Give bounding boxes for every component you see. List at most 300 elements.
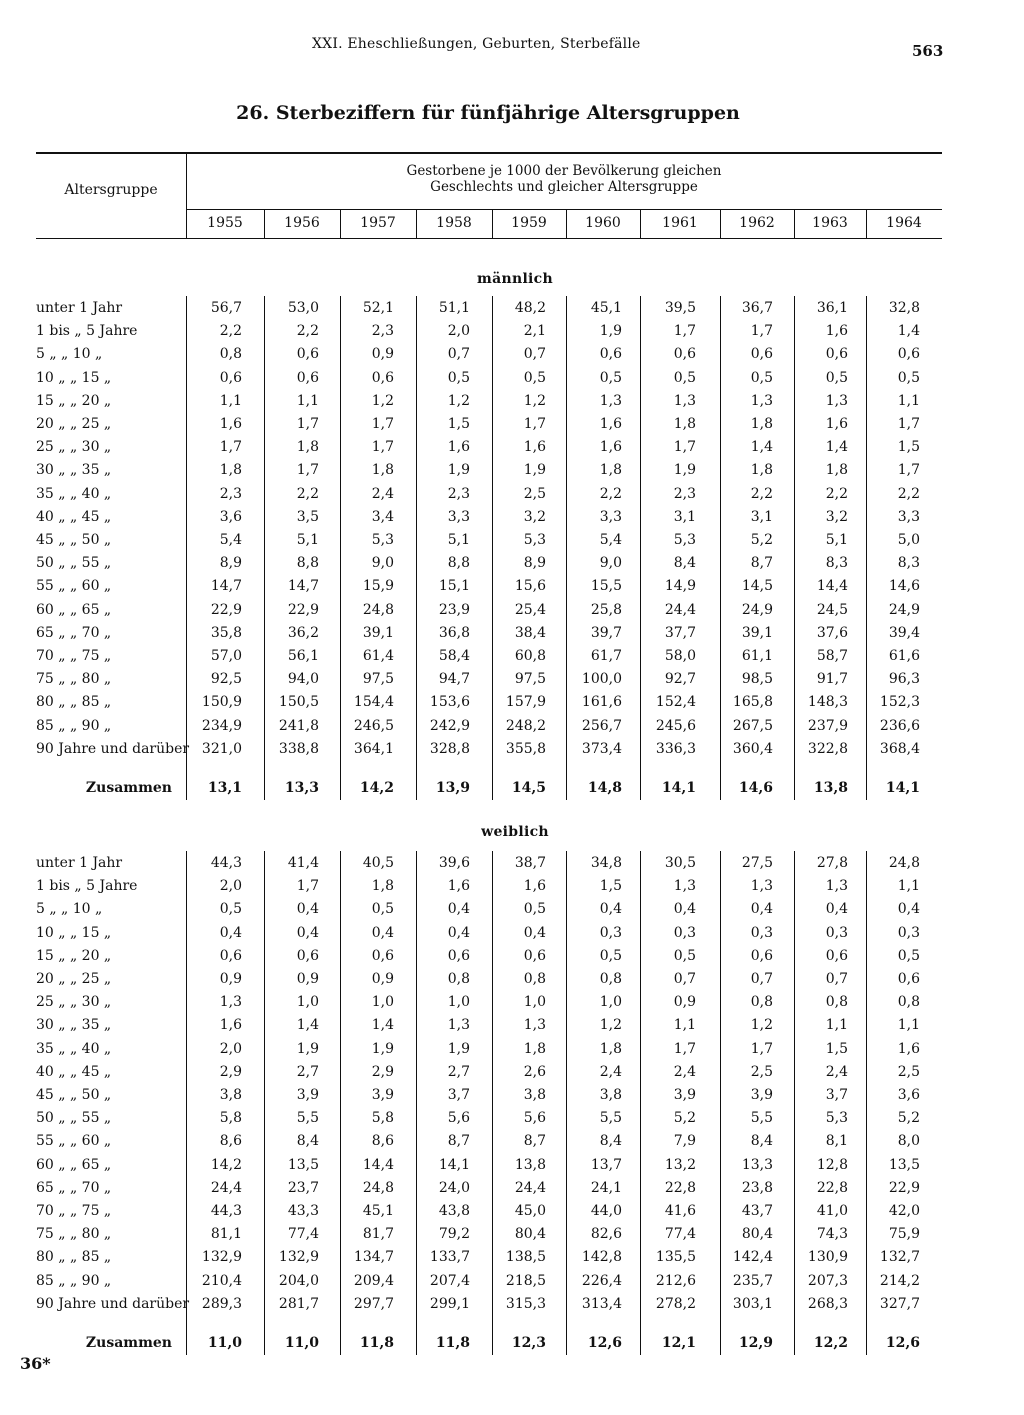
value-cell: 368,4: [879, 740, 920, 757]
age-group-label: 40 „ „ 45 „: [36, 508, 112, 525]
value-cell: 13,3: [284, 780, 319, 796]
value-cell: 1,1: [825, 1017, 848, 1034]
value-cell: 13,1: [207, 780, 242, 796]
value-cell: 1,5: [599, 878, 622, 895]
age-group-label: unter 1 Jahr: [36, 855, 123, 871]
value-cell: 22,8: [664, 1179, 696, 1196]
spanner-header-line1: Gestorbene je 1000 der Bevölkerung gleichen: [406, 163, 722, 179]
value-cell: 36,8: [438, 624, 470, 641]
value-cell: 1,8: [825, 462, 848, 479]
value-cell: 14,7: [210, 578, 242, 595]
value-cell: 237,9: [807, 717, 848, 734]
table-row: [0, 1203, 1024, 1226]
age-group-label: 20 „ „ 25 „: [36, 971, 112, 987]
value-cell: 0,6: [296, 346, 319, 363]
value-cell: 37,7: [664, 624, 696, 641]
value-cell: 11,8: [359, 1335, 394, 1351]
value-cell: 36,7: [741, 300, 773, 316]
value-cell: 242,9: [429, 717, 470, 734]
value-cell: 27,5: [741, 855, 773, 871]
value-cell: 3,8: [523, 1087, 546, 1103]
value-cell: 61,6: [888, 648, 920, 664]
value-cell: 2,4: [371, 485, 394, 502]
value-cell: 2,9: [371, 1063, 394, 1080]
value-cell: 1,9: [673, 462, 696, 479]
table-row: [0, 1180, 1024, 1203]
value-cell: 0,4: [523, 924, 546, 941]
value-cell: 13,8: [813, 780, 848, 796]
value-cell: 0,6: [825, 947, 848, 964]
age-group-label: 85 „ „ 90 „: [36, 717, 112, 734]
value-cell: 3,3: [897, 508, 920, 525]
value-cell: 12,6: [587, 1335, 622, 1351]
value-cell: 0,5: [523, 901, 546, 918]
value-cell: 132,9: [201, 1249, 242, 1266]
value-cell: 39,4: [888, 624, 920, 641]
value-cell: 38,7: [514, 855, 546, 871]
value-cell: 5,2: [673, 1110, 696, 1127]
value-cell: 5,3: [673, 532, 696, 548]
value-cell: 43,3: [287, 1203, 319, 1219]
age-group-label: 35 „ „ 40 „: [36, 485, 112, 502]
value-cell: 61,7: [590, 648, 622, 664]
age-group-label: 50 „ „ 55 „: [36, 1110, 112, 1127]
age-group-label: 55 „ „ 60 „: [36, 1133, 112, 1150]
value-cell: 24,8: [362, 1179, 394, 1196]
value-cell: 0,4: [599, 901, 622, 918]
value-cell: 150,5: [278, 694, 319, 711]
value-cell: 1,6: [599, 439, 622, 456]
value-cell: 0,9: [219, 971, 242, 987]
value-cell: 210,4: [201, 1272, 242, 1289]
year-column-rule: [264, 209, 265, 238]
value-cell: 8,7: [523, 1133, 546, 1150]
table-row: [0, 694, 1024, 717]
value-cell: 12,9: [738, 1335, 773, 1351]
value-cell: 241,8: [278, 717, 319, 734]
value-cell: 24,9: [741, 601, 773, 618]
value-cell: 0,6: [296, 947, 319, 964]
value-cell: 1,3: [825, 878, 848, 895]
value-cell: 1,8: [750, 416, 773, 432]
value-cell: 5,8: [219, 1110, 242, 1127]
value-cell: 0,4: [897, 901, 920, 918]
value-cell: 8,6: [219, 1133, 242, 1150]
value-cell: 152,3: [879, 694, 920, 711]
value-cell: 14,1: [661, 780, 696, 796]
value-cell: 24,4: [664, 601, 696, 618]
value-cell: 38,4: [514, 624, 546, 641]
value-cell: 0,4: [447, 901, 470, 918]
value-cell: 1,8: [523, 1040, 546, 1057]
value-cell: 2,0: [219, 1040, 242, 1057]
value-cell: 13,9: [435, 780, 470, 796]
value-cell: 2,3: [673, 485, 696, 502]
value-cell: 0,7: [523, 346, 546, 363]
section-label-male: männlich: [477, 271, 553, 287]
value-cell: 1,4: [825, 439, 848, 456]
stub-column-rule: [186, 152, 187, 238]
table-row: [0, 625, 1024, 648]
value-cell: 1,9: [296, 1040, 319, 1057]
value-cell: 1,6: [825, 323, 848, 340]
value-cell: 8,4: [599, 1133, 622, 1150]
value-cell: 0,8: [219, 346, 242, 363]
value-cell: 5,5: [750, 1110, 773, 1127]
value-cell: 13,7: [590, 1156, 622, 1173]
value-cell: 1,6: [523, 878, 546, 895]
table-title: [0, 102, 1000, 124]
value-cell: 37,6: [816, 624, 848, 641]
value-cell: 1,3: [673, 878, 696, 895]
value-cell: 5,6: [447, 1110, 470, 1127]
table-row: [0, 994, 1024, 1017]
value-cell: 268,3: [807, 1295, 848, 1312]
age-group-label: 30 „ „ 35 „: [36, 1017, 112, 1034]
value-cell: 1,0: [447, 994, 470, 1011]
value-cell: 313,4: [581, 1295, 622, 1312]
age-group-label: 5 „ „ 10 „: [36, 346, 103, 363]
value-cell: 0,3: [599, 924, 622, 941]
section-label-female: weiblich: [481, 824, 549, 840]
value-cell: 12,8: [816, 1156, 848, 1173]
value-cell: 1,8: [371, 462, 394, 479]
value-cell: 132,7: [879, 1249, 920, 1266]
value-cell: 45,0: [514, 1203, 546, 1219]
value-cell: 3,1: [673, 508, 696, 525]
value-cell: 12,1: [661, 1335, 696, 1351]
value-cell: 289,3: [201, 1295, 242, 1312]
value-cell: 79,2: [438, 1226, 470, 1243]
value-cell: 15,5: [590, 578, 622, 595]
value-cell: 1,9: [447, 462, 470, 479]
value-cell: 5,5: [599, 1110, 622, 1127]
value-cell: 157,9: [505, 694, 546, 711]
value-cell: 36,2: [287, 624, 319, 641]
value-cell: 14,9: [664, 578, 696, 595]
value-cell: 1,0: [523, 994, 546, 1011]
value-cell: 1,1: [296, 392, 319, 409]
value-cell: 1,7: [296, 878, 319, 895]
year-column-rule: [866, 209, 867, 238]
value-cell: 0,6: [897, 971, 920, 987]
value-cell: 1,9: [599, 323, 622, 340]
value-cell: 1,1: [897, 878, 920, 895]
value-cell: 3,2: [825, 508, 848, 525]
value-cell: 98,5: [741, 671, 773, 688]
value-cell: 1,3: [825, 392, 848, 409]
value-cell: 14,4: [362, 1156, 394, 1173]
value-cell: 327,7: [879, 1295, 920, 1312]
value-cell: 0,6: [523, 947, 546, 964]
table-row: [0, 948, 1024, 971]
age-group-label: 45 „ „ 50 „: [36, 532, 112, 548]
table-row: [0, 578, 1024, 601]
value-cell: 133,7: [429, 1249, 470, 1266]
age-group-label: 10 „ „ 15 „: [36, 369, 112, 386]
value-cell: 1,3: [599, 392, 622, 409]
value-cell: 1,4: [296, 1017, 319, 1034]
value-cell: 0,5: [599, 947, 622, 964]
value-cell: 22,9: [210, 601, 242, 618]
value-cell: 23,9: [438, 601, 470, 618]
value-cell: 5,3: [523, 532, 546, 548]
value-cell: 1,7: [750, 1040, 773, 1057]
value-cell: 207,3: [807, 1272, 848, 1289]
value-cell: 24,4: [210, 1179, 242, 1196]
value-cell: 1,8: [599, 462, 622, 479]
value-cell: 3,8: [219, 1087, 242, 1103]
value-cell: 34,8: [590, 855, 622, 871]
value-cell: 24,8: [888, 855, 920, 871]
value-cell: 9,0: [599, 555, 622, 572]
value-cell: 2,7: [296, 1063, 319, 1080]
value-cell: 0,6: [750, 947, 773, 964]
value-cell: 2,7: [447, 1063, 470, 1080]
value-cell: 207,4: [429, 1272, 470, 1289]
year-header: 1962: [739, 215, 775, 231]
value-cell: 148,3: [807, 694, 848, 711]
value-cell: 2,0: [219, 878, 242, 895]
value-cell: 0,5: [219, 901, 242, 918]
value-cell: 0,5: [750, 369, 773, 386]
value-cell: 1,6: [599, 416, 622, 432]
age-group-label: 40 „ „ 45 „: [36, 1063, 112, 1080]
value-cell: 248,2: [505, 717, 546, 734]
value-cell: 24,1: [590, 1179, 622, 1196]
value-cell: 2,2: [296, 323, 319, 340]
value-cell: 77,4: [664, 1226, 696, 1243]
value-cell: 14,1: [885, 780, 920, 796]
value-cell: 45,1: [362, 1203, 394, 1219]
value-cell: 15,9: [362, 578, 394, 595]
value-cell: 0,9: [296, 971, 319, 987]
value-cell: 1,4: [750, 439, 773, 456]
age-group-label: 45 „ „ 50 „: [36, 1087, 112, 1103]
value-cell: 3,3: [447, 508, 470, 525]
value-cell: 41,0: [816, 1203, 848, 1219]
value-cell: 1,4: [371, 1017, 394, 1034]
total-label: Zusammen: [85, 1335, 172, 1351]
value-cell: 0,6: [296, 369, 319, 386]
value-cell: 1,3: [523, 1017, 546, 1034]
age-group-label: 10 „ „ 15 „: [36, 924, 112, 941]
spanner-header-line2: Geschlechts und gleicher Altersgruppe: [430, 179, 698, 195]
value-cell: 12,2: [813, 1335, 848, 1351]
year-header: 1958: [436, 215, 472, 231]
value-cell: 2,2: [750, 485, 773, 502]
value-cell: 14,4: [816, 578, 848, 595]
value-cell: 3,9: [750, 1087, 773, 1103]
value-cell: 24,0: [438, 1179, 470, 1196]
value-cell: 212,6: [655, 1272, 696, 1289]
value-cell: 3,6: [897, 1087, 920, 1103]
value-cell: 5,1: [825, 532, 848, 548]
value-cell: 74,3: [816, 1226, 848, 1243]
age-group-label: 90 Jahre und darüber: [36, 1295, 190, 1312]
year-header: 1955: [207, 215, 243, 231]
value-cell: 1,0: [371, 994, 394, 1011]
table-row: [0, 1017, 1024, 1040]
value-cell: 13,5: [888, 1156, 920, 1173]
value-cell: 1,8: [599, 1040, 622, 1057]
age-group-label: 70 „ „ 75 „: [36, 648, 112, 664]
year-header: 1963: [812, 215, 848, 231]
value-cell: 2,4: [825, 1063, 848, 1080]
value-cell: 0,7: [447, 346, 470, 363]
total-label: Zusammen: [85, 780, 172, 796]
value-cell: 130,9: [807, 1249, 848, 1266]
value-cell: 43,8: [438, 1203, 470, 1219]
value-cell: 9,0: [371, 555, 394, 572]
value-cell: 2,2: [599, 485, 622, 502]
value-cell: 0,3: [673, 924, 696, 941]
value-cell: 40,5: [362, 855, 394, 871]
value-cell: 1,4: [897, 323, 920, 340]
value-cell: 214,2: [879, 1272, 920, 1289]
value-cell: 150,9: [201, 694, 242, 711]
value-cell: 13,5: [287, 1156, 319, 1173]
value-cell: 1,9: [371, 1040, 394, 1057]
value-cell: 0,4: [673, 901, 696, 918]
value-cell: 14,6: [738, 780, 773, 796]
table-row: [0, 1041, 1024, 1064]
value-cell: 5,2: [897, 1110, 920, 1127]
value-cell: 96,3: [888, 671, 920, 688]
table-row: [0, 1064, 1024, 1087]
value-cell: 0,5: [599, 369, 622, 386]
year-column-rule: [720, 209, 721, 238]
value-cell: 14,7: [287, 578, 319, 595]
value-cell: 75,9: [888, 1226, 920, 1243]
value-cell: 2,3: [447, 485, 470, 502]
age-group-label: 85 „ „ 90 „: [36, 1272, 112, 1289]
value-cell: 32,8: [888, 300, 920, 316]
value-cell: 14,1: [438, 1156, 470, 1173]
value-cell: 1,6: [825, 416, 848, 432]
value-cell: 322,8: [807, 740, 848, 757]
value-cell: 1,0: [599, 994, 622, 1011]
value-cell: 1,8: [673, 416, 696, 432]
value-cell: 97,5: [362, 671, 394, 688]
value-cell: 0,4: [219, 924, 242, 941]
value-cell: 61,4: [362, 648, 394, 664]
value-cell: 1,7: [523, 416, 546, 432]
value-cell: 0,4: [296, 924, 319, 941]
value-cell: 8,9: [523, 555, 546, 572]
age-group-label: 35 „ „ 40 „: [36, 1040, 112, 1057]
value-cell: 94,0: [287, 671, 319, 688]
value-cell: 7,9: [673, 1133, 696, 1150]
value-cell: 0,4: [447, 924, 470, 941]
value-cell: 0,7: [825, 971, 848, 987]
value-cell: 3,1: [750, 508, 773, 525]
age-group-label: 65 „ „ 70 „: [36, 1179, 112, 1196]
value-cell: 299,1: [429, 1295, 470, 1312]
table-row: [0, 323, 1024, 346]
value-cell: 45,1: [590, 300, 622, 316]
value-cell: 53,0: [287, 300, 319, 316]
value-cell: 161,6: [581, 694, 622, 711]
value-cell: 246,5: [353, 717, 394, 734]
value-cell: 0,6: [599, 346, 622, 363]
value-cell: 39,6: [438, 855, 470, 871]
value-cell: 245,6: [655, 717, 696, 734]
value-cell: 297,7: [353, 1295, 394, 1312]
value-cell: 0,6: [897, 346, 920, 363]
value-cell: 2,1: [523, 323, 546, 340]
value-cell: 80,4: [514, 1226, 546, 1243]
value-cell: 27,8: [816, 855, 848, 871]
value-cell: 3,7: [825, 1087, 848, 1103]
value-cell: 315,3: [505, 1295, 546, 1312]
value-cell: 14,5: [511, 780, 546, 796]
value-cell: 135,5: [655, 1249, 696, 1266]
value-cell: 2,6: [523, 1063, 546, 1080]
value-cell: 30,5: [664, 855, 696, 871]
value-cell: 39,7: [590, 624, 622, 641]
value-cell: 1,8: [219, 462, 242, 479]
value-cell: 0,3: [825, 924, 848, 941]
value-cell: 235,7: [732, 1272, 773, 1289]
age-group-label: 60 „ „ 65 „: [36, 1156, 112, 1173]
value-cell: 8,4: [296, 1133, 319, 1150]
value-cell: 2,2: [296, 485, 319, 502]
value-cell: 41,6: [664, 1203, 696, 1219]
value-cell: 0,5: [523, 369, 546, 386]
age-group-label: 55 „ „ 60 „: [36, 578, 112, 595]
value-cell: 0,8: [523, 971, 546, 987]
value-cell: 1,3: [750, 878, 773, 895]
value-cell: 5,8: [371, 1110, 394, 1127]
value-cell: 0,4: [825, 901, 848, 918]
value-cell: 36,1: [816, 300, 848, 316]
table-row: [0, 509, 1024, 532]
value-cell: 0,8: [897, 994, 920, 1011]
value-cell: 1,3: [750, 392, 773, 409]
table-row: [0, 486, 1024, 509]
value-cell: 91,7: [816, 671, 848, 688]
value-cell: 1,7: [296, 416, 319, 432]
value-cell: 35,8: [210, 624, 242, 641]
value-cell: 1,3: [219, 994, 242, 1011]
value-cell: 1,8: [750, 462, 773, 479]
value-cell: 2,9: [219, 1063, 242, 1080]
value-cell: 3,7: [447, 1087, 470, 1103]
value-cell: 1,7: [673, 1040, 696, 1057]
value-cell: 24,8: [362, 601, 394, 618]
year-header: 1959: [511, 215, 547, 231]
value-cell: 14,8: [587, 780, 622, 796]
value-cell: 0,4: [750, 901, 773, 918]
value-cell: 2,2: [825, 485, 848, 502]
value-cell: 11,0: [284, 1335, 319, 1351]
value-cell: 44,3: [210, 855, 242, 871]
value-cell: 256,7: [581, 717, 622, 734]
year-column-rule: [340, 209, 341, 238]
value-cell: 0,9: [371, 346, 394, 363]
value-cell: 2,4: [673, 1063, 696, 1080]
value-cell: 1,7: [897, 416, 920, 432]
value-cell: 0,6: [371, 947, 394, 964]
table-row: [0, 555, 1024, 578]
value-cell: 0,6: [219, 369, 242, 386]
value-cell: 1,1: [897, 1017, 920, 1034]
value-cell: 12,6: [885, 1335, 920, 1351]
value-cell: 92,5: [210, 671, 242, 688]
value-cell: 3,4: [371, 508, 394, 525]
table-row: [0, 1087, 1024, 1110]
